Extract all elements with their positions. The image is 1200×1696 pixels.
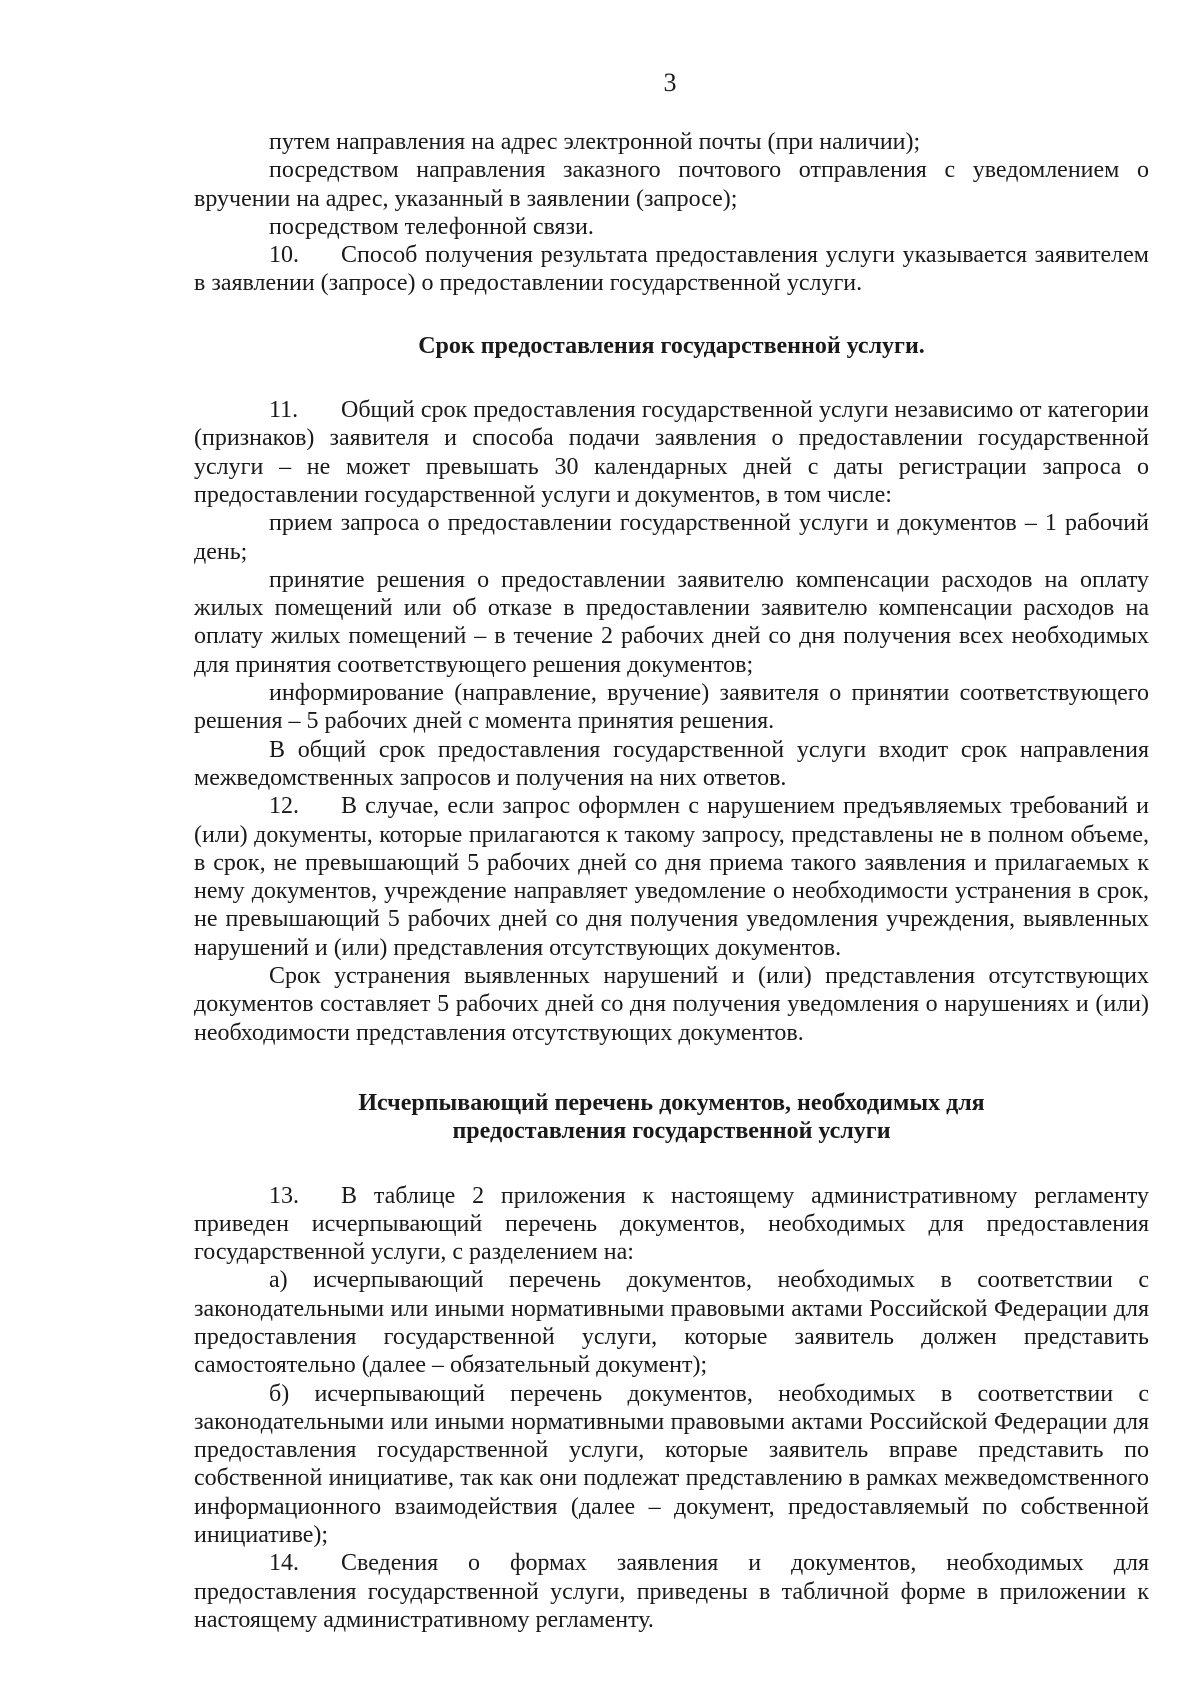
clause-number: 14. [269,1550,299,1577]
clause-14 [194,1549,1149,1634]
clause-number: 11. [269,397,299,424]
paragraph-informing: информирование (направление, вручение) заявителя о принятии соответствующего решения – 5 рабочих дней с момента принятия решения. [194,680,1149,735]
paragraph-registered-mail: посредством направления заказного почтового отправления с уведомлением о вручении на адрес, указанный в заявлении (запросе); [194,157,1149,212]
clause-text: Способ получения результата предоставления услуги указывается заявителем в заявлении (запросе) о предоставлении государственной услуги. [194,242,1149,297]
paragraph-email: путем направления на адрес электронной почты (при наличии); [269,129,921,155]
paragraph-reception: прием запроса о предоставлении государственной услуги и документов – 1 рабочий день; [194,510,1149,565]
section-heading-documents-line1: Исчерпывающий перечень документов, необходимых для [358,1089,985,1116]
page-number: 3 [663,68,677,97]
clause-13 [194,1182,1149,1267]
paragraph-optional-docs: б) исчерпывающий перечень документов, необходимых в соответствии с законодательными или иными нормативными правовыми актами Российской Федерации для предоставления государственной услуги, которые заявитель вправе представить по собственной инициативе, так как они подлежат представлению в рамках межведомственного информационного взаимодействия (далее – документ, предоставляемый по собственной инициативе); [194,1380,1149,1549]
clause-text: Общий срок предоставления государственной услуги независимо от категории (признаков) заявителя и способа подачи заявления о предоставлении государственной услуги – не может превышать 30 календарных дней с даты регистрации запроса о предоставлении государственной услуги и документов, в том числе: [194,397,1149,508]
section-heading-documents-line2: предоставления государственной услуги [452,1118,891,1145]
document-body [194,128,1149,1634]
clause-10 [194,241,1149,298]
clause-text: В таблице 2 приложения к настоящему административному регламенту приведен исчерпывающий перечень документов, необходимых для предоставления государственной услуги, с разделением на: [194,1182,1149,1266]
clause-text: Сведения о формах заявления и документов, необходимых для предоставления государственной услуги, приведены в табличной форме в приложении к настоящему административному регламенту. [194,1550,1149,1633]
paragraph-phone: посредством телефонной связи. [269,213,594,240]
clause-number: 12. [269,793,299,820]
paragraph-interagency: В общий срок предоставления государственной услуги входит срок направления межведомственных запросов и получения на них ответов. [194,736,1149,791]
clause-number: 13. [269,1182,299,1209]
paragraph-mandatory-docs: а) исчерпывающий перечень документов, необходимых в соответствии с законодательными или иными нормативными правовыми актами Российской Федерации для предоставления государственной услуги, которые заявитель должен представить самостоятельно (далее – обязательный документ); [194,1267,1149,1379]
clause-text: В случае, если запрос оформлен с нарушением предъявляемых требований и (или) документы, которые прилагаются к такому запросу, представлены не в полном объеме, в срок, не превышающий 5 рабочих дней со дня приема такого заявления и прилагаемых к нему документов, учреждение направляет уведомление о необходимости устранения в срок, не превышающий 5 рабочих дней со дня получения уведомления учреждения, выявленных нарушений и (или) представления отсутствующих документов. [194,793,1149,961]
clause-11 [194,396,1149,509]
paragraph-correction-term: Срок устранения выявленных нарушений и (или) представления отсутствующих документов составляет 5 рабочих дней со дня получения уведомления о нарушениях и (или) необходимости представления отсутствующих документов. [194,963,1149,1046]
section-heading-term: Срок предоставления государственной услуги. [418,332,925,359]
clause-number: 10. [269,242,299,269]
clause-12 [194,792,1149,962]
paragraph-decision: принятие решения о предоставлении заявителю компенсации расходов на оплату жилых помещений или об отказе в предоставлении заявителю компенсации расходов на оплату жилых помещений – в течение 2 рабочих дней со дня получения всех необходимых для принятия соответствующего решения документов; [194,566,1149,678]
